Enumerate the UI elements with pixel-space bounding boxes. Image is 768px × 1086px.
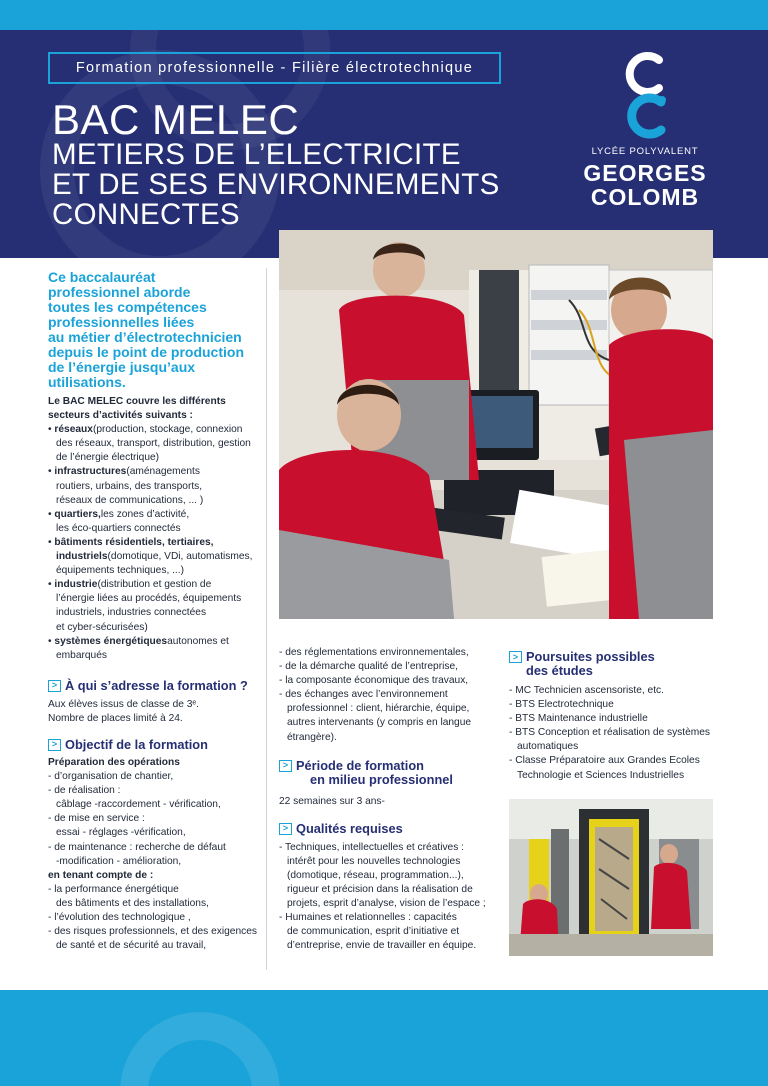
top-color-band	[0, 0, 768, 30]
objectif-section-title: > Objectif de la formation	[48, 738, 263, 752]
workshop-photo-illustration	[509, 799, 713, 956]
subtitle-line: ET DE SES ENVIRONNEMENTS	[52, 168, 500, 201]
list-item: • bâtiments résidentiels, tertiaires,	[48, 536, 214, 548]
qualites-text: - Techniques, intellectuelles et créatives : intérêt pour les nouvelles technologies (domotique, réseau, programmation...), rigueur et précision dans la réalisation de projets, esprit d’analyse, vision de l’espace ; - Humaines et relationnelles : capacités de communication, esprit d’initiative et d’entreprise, envie de travailler en équipe.	[279, 841, 486, 952]
list-item: • infrastructures(aménagements	[48, 466, 200, 478]
objectif-text: Préparation des opérations - d’organisation de chantier, - de réalisation : câblage -raccordement - vérification, - de mise en service : essai - réglages -vérification, - de maintenance : recherche de défaut -modification - amélioration, en tenant compte de : - la performance énergétique des bâtiments et des installations, - l’évolution des technologique , - des risques professionnels, et des exigences de santé et de sécurité au travail,	[48, 756, 257, 952]
page-subtitle	[52, 140, 500, 230]
logo-name: GEORGES COLOMB	[583, 160, 707, 210]
list-item: • quartiers,les zones d’activité,	[48, 508, 190, 520]
periode-section-title: > Période de formation en milieu professionnel	[279, 759, 499, 787]
subtitle-line: METIERS DE L’ELECTRICITE	[52, 138, 461, 171]
arrow-box-icon: >	[279, 760, 292, 772]
students-wiring-test-bench-photo	[509, 799, 713, 956]
poursuites-section-title: > Poursuites possibles des études	[509, 650, 719, 678]
bottom-color-band	[0, 990, 768, 1086]
right-column	[509, 650, 719, 783]
decorative-swirl	[120, 1012, 280, 1086]
list-item: • industrie(distribution et gestion de	[48, 579, 212, 591]
page-title: BAC MELEC	[52, 96, 300, 143]
column-divider	[266, 268, 267, 970]
objectif-continued-text: - des réglementations environnementales, - de la démarche qualité de l’entreprise, - la composante économique des travaux, - des échanges avec l’environnement professionnel : client, hiérarchie, équipe, autres intervenants (y compris en langue étrangère).	[279, 647, 472, 743]
list-item: • réseaux(production, stockage, connexion	[48, 424, 243, 436]
audience-section-title: > À qui s’adresse la formation ?	[48, 679, 263, 693]
middle-column	[279, 646, 499, 954]
program-tagline: Formation professionnelle - Filière électrotechnique	[48, 52, 501, 84]
logo-subtitle: LYCÉE POLYVALENT	[591, 146, 699, 157]
qualites-section-title: > Qualités requises	[279, 822, 499, 836]
arrow-box-icon: >	[48, 739, 61, 751]
gc-monogram-icon	[615, 50, 675, 142]
list-item: • systèmes énergétiquesautonomes et	[48, 635, 229, 647]
subtitle-line: CONNECTES	[52, 198, 240, 231]
arrow-box-icon: >	[48, 680, 61, 692]
intro-paragraph: Ce baccalauréat professionnel aborde toutes les compétences professionnelles liées au métier d’électrotechnicien depuis le point de production de l’énergie jusqu’aux utilisations.	[48, 269, 244, 390]
arrow-box-icon: >	[279, 823, 292, 835]
students-at-electrical-panel-photo	[279, 230, 713, 619]
periode-text: 22 semaines sur 3 ans-	[279, 795, 385, 807]
left-column	[48, 270, 263, 953]
sectors-list: Le BAC MELEC couvre les différents secteurs d’activités suivants : • réseaux(production, stockage, connexion des réseaux, transport, distribution, gestion de l’énergie électrique) • infrastructures(aménagements routiers, urbains, des transports, réseaux de communications, ... ) • quartiers,les zones d’activité, les éco-quartiers connectés • bâtiments résidentiels, tertiaires, industriels(domotique, VDi, automatismes, équipements techniques, ...) • industrie(distribution et gestion de l’énergie liées au procédés, équipements industriels, industries connectées et cyber-sécurisées) • systèmes énergétiquesautonomes et embarqués	[48, 395, 263, 663]
school-logo	[570, 50, 720, 220]
audience-text: Aux élèves issus de classe de 3ᵉ. Nombre de places limité à 24.	[48, 698, 200, 724]
lab-photo-illustration	[279, 230, 713, 619]
arrow-box-icon: >	[509, 651, 522, 663]
poursuites-list: - MC Technicien ascensoriste, etc. - BTS Electrotechnique - BTS Maintenance industrielle - BTS Conception et réalisation de systèmes automatiques - Classe Préparatoire aux Grandes Ecoles Technologie et Sciences Industrielles	[509, 685, 711, 781]
